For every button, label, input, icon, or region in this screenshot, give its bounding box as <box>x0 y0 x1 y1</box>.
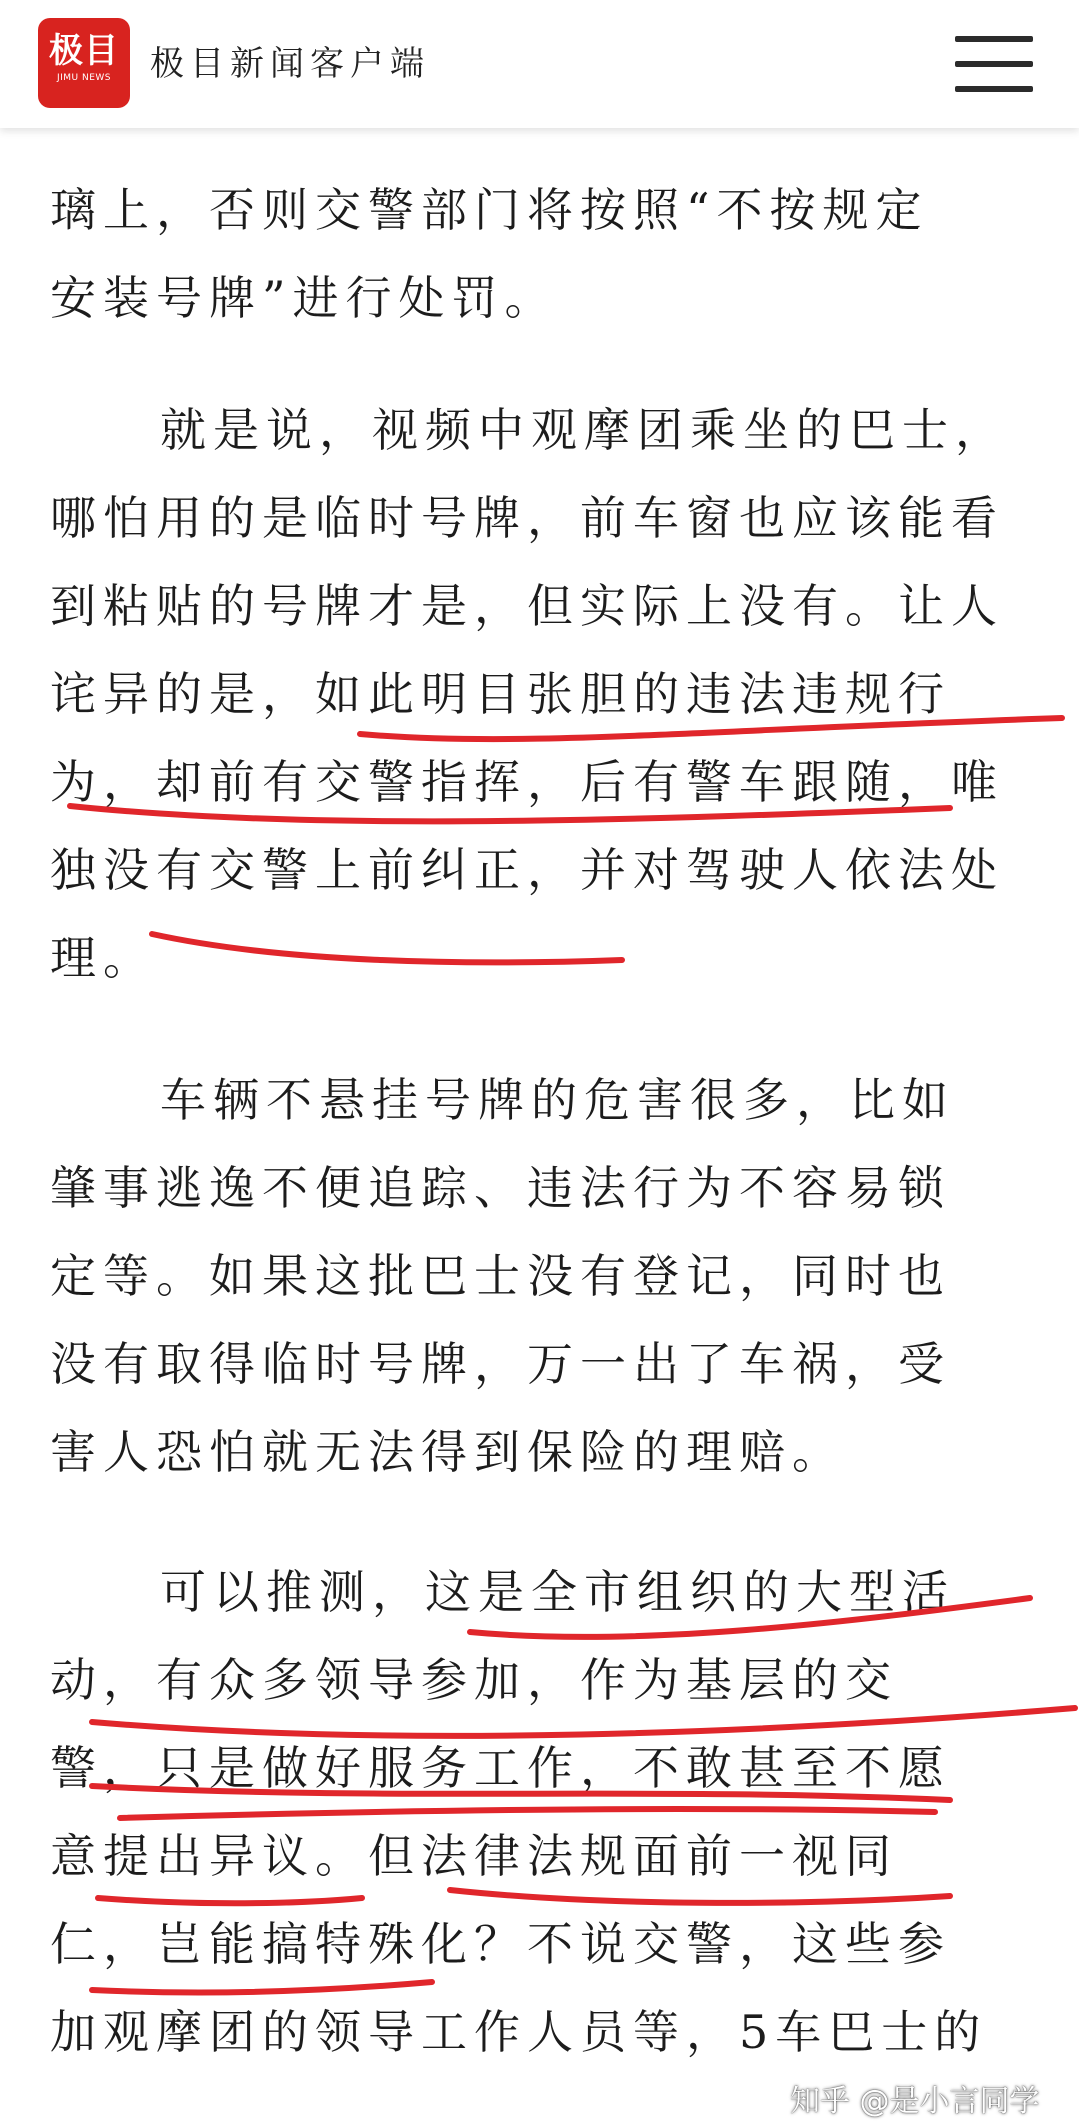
article-line: 警，只是做好服务工作，不敢甚至不愿 <box>50 1741 951 1795</box>
article-line: 到粘贴的号牌才是，但实际上没有。让人 <box>50 579 1004 633</box>
article-line: 可以推测，这是全市组织的大型活 <box>160 1565 955 1619</box>
article-line: 定等。如果这批巴士没有登记，同时也 <box>50 1249 951 1303</box>
article-line: 加观摩团的领导工作人员等，5车巴士的 <box>50 2005 988 2059</box>
hamburger-menu-icon[interactable] <box>955 36 1033 92</box>
article-line: 肇事逃逸不便追踪、违法行为不容易锁 <box>50 1161 951 1215</box>
article-line: 璃上，否则交警部门将按照“不按规定 <box>50 183 929 237</box>
app-header <box>0 0 1079 128</box>
article-line: 仁，岂能搞特殊化？不说交警，这些参 <box>50 1917 951 1971</box>
article-line: 没有取得临时号牌，万一出了车祸，受 <box>50 1337 951 1391</box>
logo-subtext: JIMU NEWS <box>56 73 112 83</box>
article-line: 动，有众多领导参加，作为基层的交 <box>50 1653 898 1707</box>
article-line: 车辆不悬挂号牌的危害很多，比如 <box>160 1073 955 1127</box>
article-line: 诧异的是，如此明目张胆的违法违规行 <box>50 667 951 721</box>
zhihu-watermark: 知乎 @是小言同学 <box>790 2084 1040 2119</box>
jimu-news-logo[interactable] <box>38 18 130 108</box>
logo-text: 极目 <box>49 31 119 71</box>
article-line: 为，却前有交警指挥，后有警车跟随，唯 <box>50 755 1004 809</box>
article-line: 害人恐怕就无法得到保险的理赔。 <box>50 1425 845 1479</box>
article-line: 独没有交警上前纠正，并对驾驶人依法处 <box>50 843 1004 897</box>
article-line: 理。 <box>50 931 156 985</box>
article-line: 安装号牌”进行处罚。 <box>50 271 558 325</box>
article-line: 哪怕用的是临时号牌，前车窗也应该能看 <box>50 491 1004 545</box>
app-title: 极目新闻客户端 <box>150 44 430 84</box>
article-line: 就是说，视频中观摩团乘坐的巴士， <box>160 403 1008 457</box>
article-line: 意提出异议。但法律法规面前一视同 <box>50 1829 898 1883</box>
